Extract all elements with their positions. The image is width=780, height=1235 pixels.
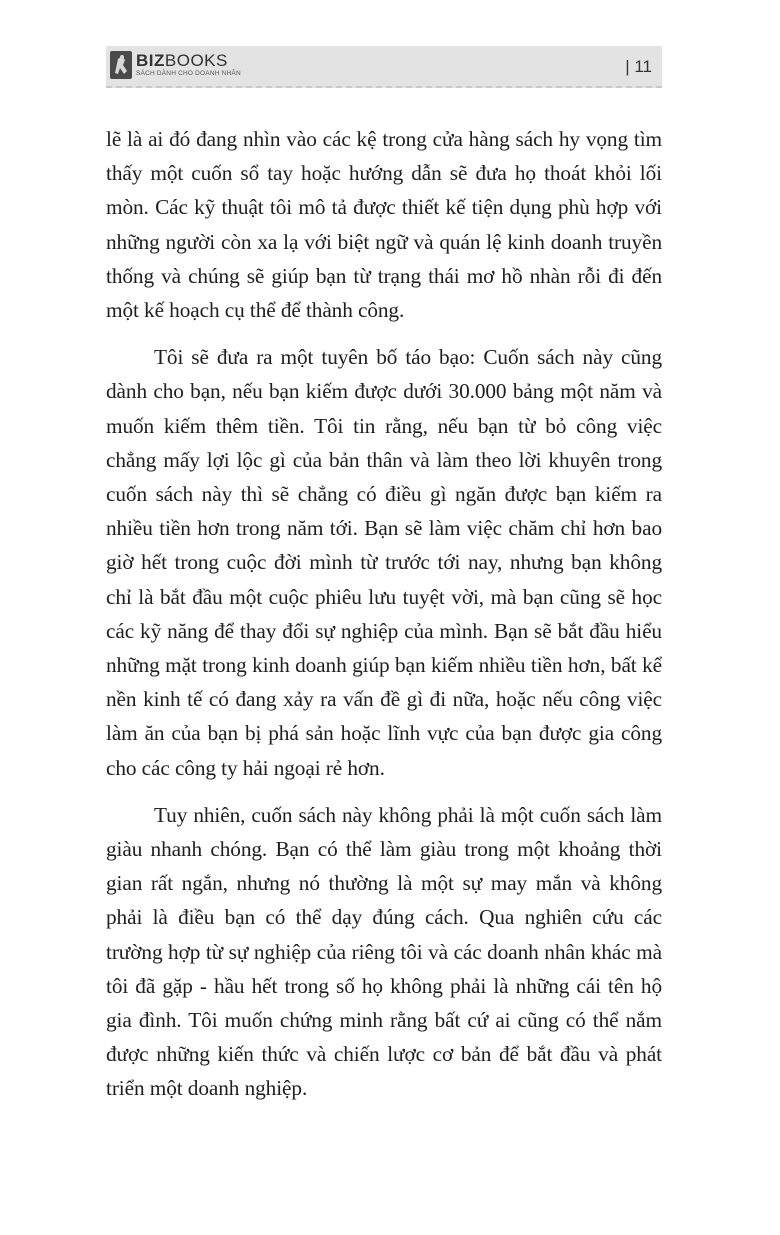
logo-text	[136, 52, 241, 78]
book-figure-icon	[110, 51, 132, 79]
brand-name	[136, 52, 241, 69]
paragraph-3: Tuy nhiên, cuốn sách này không phải là một cuốn sách làm giàu nhanh chóng. Bạn có thể làm giàu trong một khoảng thời gian rất ngắn, nhưng nó thường là một sự may mắn và không phải là điều bạn có thể dạy đúng cách. Qua nghiên cứu các trường hợp từ sự nghiệp của riêng tôi và các doanh nhân khác mà tôi đã gặp - hầu hết trong số họ không phải là những cái tên hộ gia đình. Tôi muốn chứng minh rằng bất cứ ai cũng có thể nắm được những kiến thức và chiến lược cơ bản để bắt đầu và phát triển một doanh nghiệp.	[106, 802, 662, 1101]
brand-light: BOOKS	[164, 51, 228, 71]
paragraph-2: Tôi sẽ đưa ra một tuyên bố táo bạo: Cuốn sách này cũng dành cho bạn, nếu bạn kiếm được dưới 30.000 bảng một năm và muốn kiếm thêm tiền. Tôi tin rằng, nếu bạn từ bỏ công việc chẳng mấy lợi lộc gì của bản thân và làm theo lời khuyên trong cuốn sách này thì sẽ chẳng có điều gì ngăn được bạn kiếm ra nhiều tiền hơn trong năm tới. Bạn sẽ làm việc chăm chỉ hơn bao giờ hết trong cuộc đời mình từ trước tới nay, nhưng bạn không chỉ là bắt đầu một cuộc phiêu lưu tuyệt vời, mà bạn cũng sẽ học các kỹ năng để thay đổi sự nghiệp của mình. Bạn sẽ bắt đầu hiểu những mặt trong kinh doanh giúp bạn kiếm nhiều tiền hơn, bất kể nền kinh tế có đang xảy ra vấn đề gì đi nữa, hoặc nếu công việc làm ăn của bạn bị phá sản hoặc lĩnh vực của bạn được gia công cho các công ty hải ngoại rẻ hơn.	[106, 345, 662, 780]
page-number: | 11	[625, 57, 652, 76]
brand-tagline: SÁCH DÀNH CHO DOANH NHÂN	[136, 70, 241, 78]
page-header	[106, 46, 662, 88]
brand-bold: BIZ	[136, 51, 165, 71]
paragraph-1: lẽ là ai đó đang nhìn vào các kệ trong cửa hàng sách hy vọng tìm thấy một cuốn sổ tay hoặc hướng dẫn sẽ đưa họ thoát khỏi lối mòn. Các kỹ thuật tôi mô tả được thiết kế tiện dụng phù hợp với những người còn xa lạ với biệt ngữ và quán lệ kinh doanh truyền thống và chúng sẽ giúp bạn từ trạng thái mơ hồ nhàn rỗi đi đến một kế hoạch cụ thể để thành công.	[106, 127, 662, 323]
publisher-logo	[110, 51, 241, 79]
page-body	[106, 122, 662, 1119]
